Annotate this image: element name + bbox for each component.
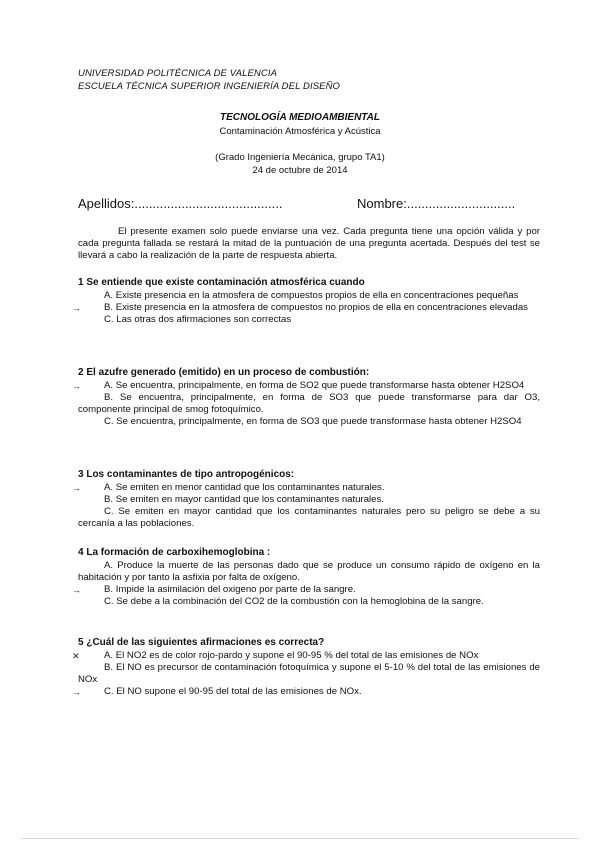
school-name: ESCUELA TÉCNICA SUPERIOR INGENIERÍA DEL DISEÑO <box>78 81 341 92</box>
option-text: B. El NO es precursor de contaminación fotoquímica y supone el 5-10 % del total de las emisiones de NOx <box>78 662 540 685</box>
answer-mark: → <box>72 303 81 313</box>
answer-mark: → <box>72 381 81 391</box>
question-title: 2 El azufre generado (emitido) en un proceso de combustión: <box>78 367 370 378</box>
question-1 <box>72 277 540 326</box>
surname-field[interactable] <box>78 196 282 211</box>
surname-dots: ......................................... <box>134 196 283 211</box>
option-text: B. Se encuentra, principalmente, en forma de SO3 que puede transformarse para dar O3, componente principal de smog fotoquímico. <box>78 392 540 415</box>
course-title: TECNOLOGÍA MEDIOAMBIENTAL <box>220 112 380 123</box>
question-5 <box>72 637 540 698</box>
option-c[interactable] <box>78 596 540 608</box>
option-c[interactable] <box>78 314 540 326</box>
option-text: C. El NO supone el 90-95 del total de las emisiones de NOx. <box>104 686 362 697</box>
option-text: A. Se emiten en menor cantidad que los contaminantes naturales. <box>104 482 385 493</box>
question-title: 1 Se entiende que existe contaminación atmosférica cuando <box>78 277 365 288</box>
option-c[interactable] <box>72 686 540 698</box>
name-field[interactable] <box>357 196 515 211</box>
option-b[interactable] <box>72 584 540 596</box>
option-c[interactable] <box>78 506 540 530</box>
question-title: 3 Los contaminantes de tipo antropogénicos: <box>78 469 295 480</box>
answer-mark: → <box>72 687 81 697</box>
option-a[interactable] <box>72 380 540 392</box>
option-text: A. El NO2 es de color rojo-pardo y supone el 90-95 % del total de las emisiones de NOx <box>104 650 479 661</box>
name-label: Nombre: <box>357 196 407 211</box>
option-text: B. Impide la asimilación del oxigeno por parte de la sangre. <box>104 584 356 595</box>
option-text: A. Se encuentra, principalmente, en forma de SO2 que puede transformarse hasta obtener H2SO4 <box>104 380 525 391</box>
option-a[interactable] <box>78 560 540 584</box>
option-text: A. Existe presencia en la atmosfera de compuestos propios de ella en concentraciones pequeñas <box>104 290 519 301</box>
question-4 <box>72 547 540 608</box>
option-a[interactable] <box>72 482 540 494</box>
option-b[interactable] <box>72 302 540 314</box>
option-b[interactable] <box>78 392 540 416</box>
question-3 <box>72 469 540 530</box>
page-bottom-edge <box>20 838 580 839</box>
exam-date: 24 de octubre de 2014 <box>252 165 348 176</box>
surname-label: Apellidos: <box>78 196 135 211</box>
name-dots: .............................. <box>406 196 516 211</box>
option-text: C. Las otras dos afirmaciones son correctas <box>104 314 292 325</box>
option-a[interactable] <box>72 650 540 662</box>
question-title: 5 ¿Cuál de las siguientes afirmaciones es correcta? <box>78 637 325 648</box>
option-text: B. Se emiten en mayor cantidad que los contaminantes naturales. <box>104 494 384 505</box>
option-text: C. Se debe a la combinación del CO2 de la combustión con la hemoglobina de la sangre. <box>104 596 484 607</box>
question-title: 4 La formación de carboxihemoglobina : <box>78 547 271 558</box>
option-b[interactable] <box>78 494 540 506</box>
option-text: A. Produce la muerte de las personas dado que se produce un consumo rápido de oxígeno en la habitación y por tanto la asfixia por falta de oxígeno. <box>78 560 540 583</box>
question-2 <box>72 367 540 428</box>
option-a[interactable] <box>78 290 540 302</box>
option-text: B. Existe presencia en la atmosfera de compuestos no propios de ella en concentraciones elevadas <box>104 302 528 313</box>
option-c[interactable] <box>78 416 540 428</box>
option-b[interactable] <box>78 662 540 686</box>
university-name: UNIVERSIDAD POLITÉCNICA DE VALENCIA <box>78 68 278 79</box>
answer-mark: → <box>72 483 81 493</box>
instructions: El presente examen solo puede enviarse una vez. Cada pregunta tiene una opción válida y por cada pregunta fallada se restará la mitad de la puntuación de una pregunta acertada. Después del test se llevará a cabo la realización de la parte de respuesta abierta. <box>78 226 540 261</box>
course-group: (Grado Ingeniería Mecánica, grupo TA1) <box>215 152 385 163</box>
answer-mark: ✕ <box>72 651 80 661</box>
answer-mark: → <box>72 585 81 595</box>
option-text: C. Se emiten en mayor cantidad que los contaminantes naturales pero su peligro se debe a su cercanía a las poblaciones. <box>78 506 540 529</box>
institution-header <box>78 67 340 93</box>
course-subtitle: Contaminación Atmosférica y Acústica <box>219 126 381 137</box>
option-text: C. Se encuentra, principalmente, en forma de SO3 que puede transformase hasta obtener H2SO4 <box>104 416 522 427</box>
